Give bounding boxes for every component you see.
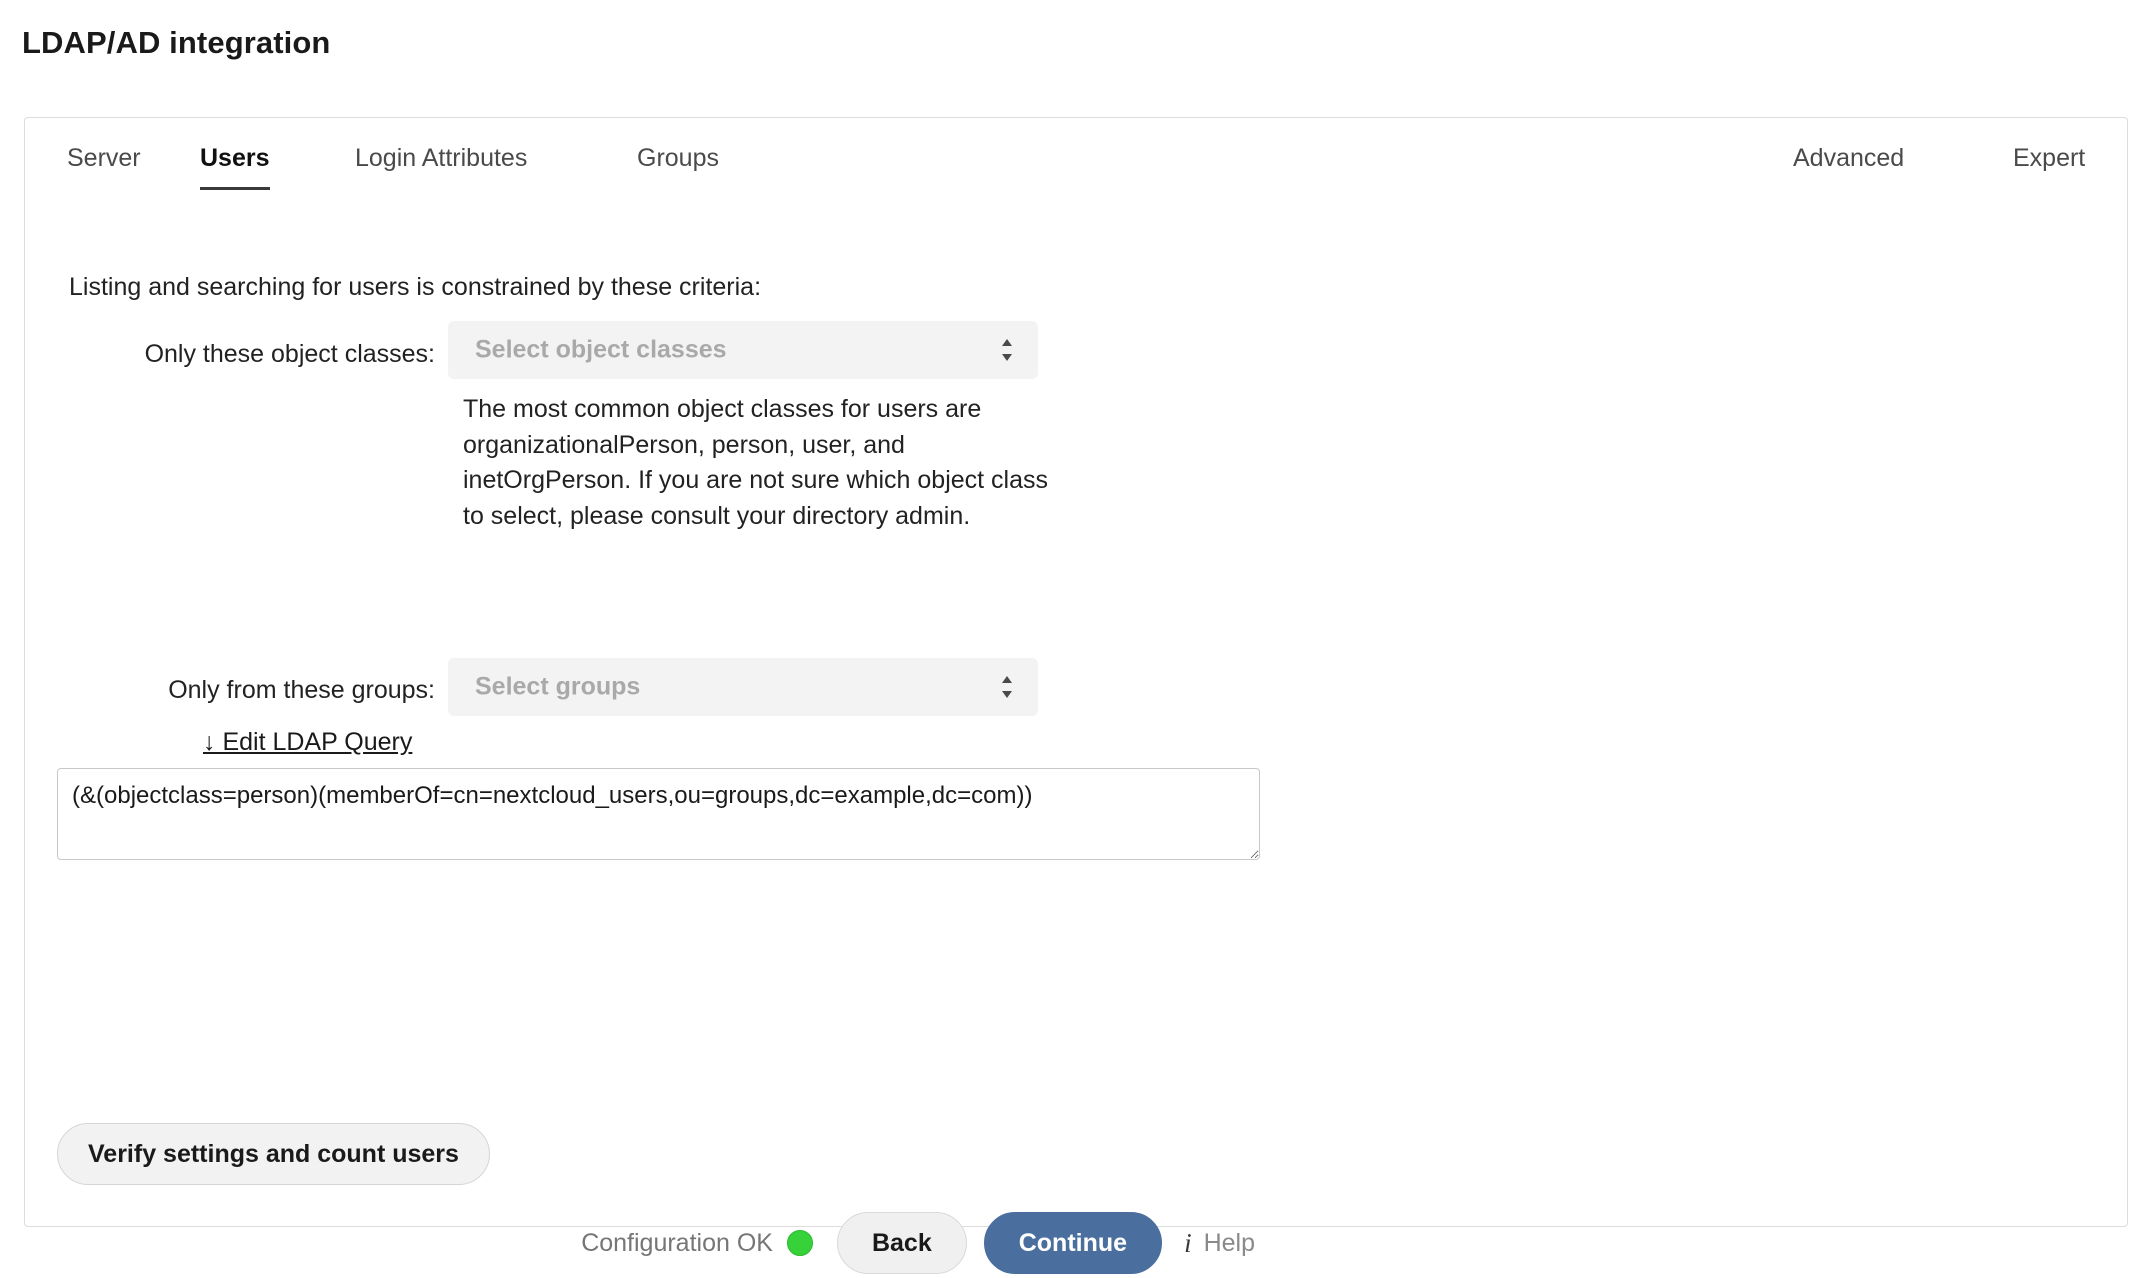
tab-advanced[interactable]: Advanced [1793,144,1905,172]
tab-bar [25,118,2127,198]
object-classes-label: Only these object classes: [144,340,435,368]
tab-server[interactable]: Server [67,144,141,172]
tab-users[interactable]: Users [200,144,270,190]
continue-button[interactable]: Continue [984,1212,1162,1274]
page-title: LDAP/AD integration [22,25,331,60]
criteria-intro-text: Listing and searching for users is constrained by these criteria: [69,273,762,301]
object-classes-help-text: The most common object classes for users are organizationalPerson, person, user, and inetOrgPerson. If you are not sure which object class to select, please consult your directory admin. [463,395,1049,530]
info-icon: i [1184,1227,1192,1258]
ldap-query-textarea[interactable] [57,768,1260,860]
groups-placeholder: Select groups [475,672,641,701]
object-classes-select[interactable] [448,321,1038,379]
configuration-status-text: Configuration OK [581,1228,773,1257]
verify-settings-button[interactable]: Verify settings and count users [57,1123,490,1185]
tab-groups[interactable]: Groups [637,144,719,172]
help-label: Help [1203,1228,1255,1257]
edit-ldap-query-link[interactable]: ↓ Edit LDAP Query [203,728,413,756]
help-link[interactable] [1184,1229,1255,1258]
status-indicator-dot [787,1230,813,1256]
tab-expert[interactable]: Expert [2013,144,2086,172]
groups-select[interactable] [448,658,1038,716]
groups-label: Only from these groups: [168,676,435,704]
chevron-updown-icon [1000,674,1014,700]
settings-panel [24,117,2128,1258]
tab-login-attributes[interactable]: Login Attributes [355,144,528,172]
object-classes-placeholder: Select object classes [475,335,727,364]
back-button[interactable]: Back [837,1212,967,1274]
chevron-updown-icon [1000,337,1014,363]
wizard-footer [25,1208,1295,1278]
